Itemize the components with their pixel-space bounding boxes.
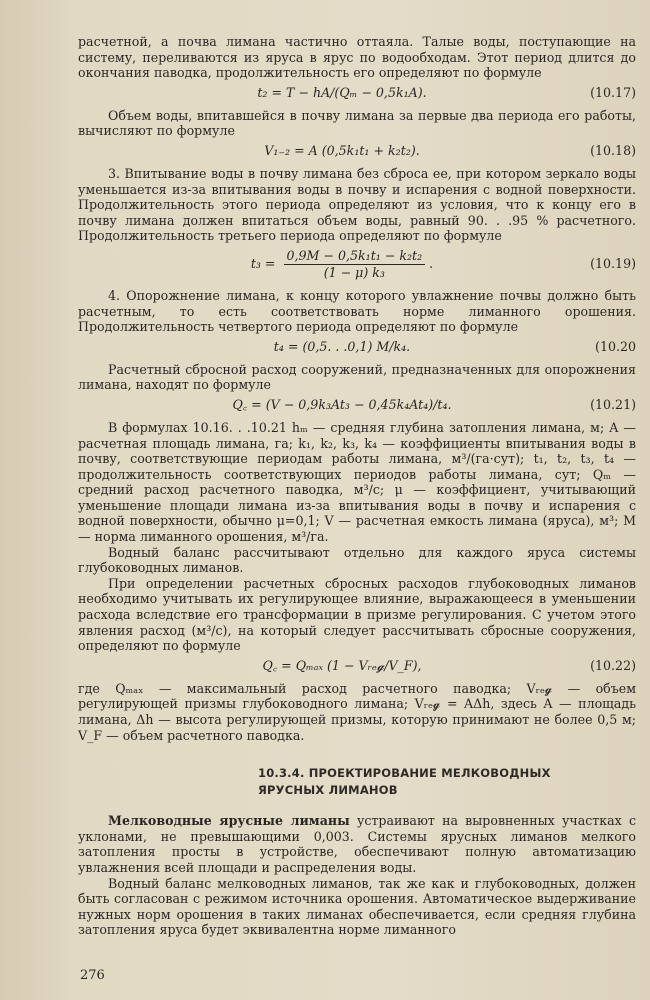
page-number: 276 bbox=[80, 968, 105, 983]
formula-expression: t₃ = $\frac{\text{0,9M − 0,5k₁t₁ − k₂t₂}}{\text{(1 − μ) k₃}}$ . bbox=[250, 247, 434, 280]
formula-expression: t₄ = (0,5. . .0,1) M/k₄. bbox=[273, 338, 411, 354]
paragraph-4: 4. Опорожнение лимана, к концу которого увлажнение почвы должно быть расчетным, то есть соответствовать норме лиманного орошения. Продолжительность четвертого периода определяют по формуле bbox=[78, 287, 636, 335]
section-heading bbox=[258, 765, 636, 799]
heading-line-2: ЯРУСНЫХ ЛИМАНОВ bbox=[258, 783, 398, 798]
formula-expression: Q꜀ = (V − 0,9k₃At₃ − 0,45k₄At₄)/t₄. bbox=[232, 396, 452, 412]
paragraph-2: Объем воды, впитавшейся в почву лимана за первые два периода его работы, вычисляют по формуле bbox=[78, 107, 636, 139]
formula-expression: V₁₋₂ = A (0,5k₁t₁ + k₂t₂). bbox=[264, 142, 420, 158]
formula-expression: t₂ = T − hA/(Qₘ − 0,5k₁A). bbox=[257, 84, 427, 100]
formula-number: (10.21) bbox=[590, 396, 636, 412]
formula-10-20 bbox=[78, 339, 636, 355]
formula-number: (10.17) bbox=[590, 84, 636, 100]
paragraph-8: При определении расчетных сбросных расходов глубоководных лиманов необходимо учитывать их регулирующее влияние, выражающееся в уменьшении расхода вследствие его трансформации в призме регулирования. С учетом этого явления расход (м³/с), на который следует рассчитывать сбросные сооружения, определяют по формуле bbox=[78, 575, 636, 654]
paragraph-11: Водный баланс мелководных лиманов, так же как и глубоководных, должен быть согласован с режимом источника орошения. Автоматическое выдерживание нужных норм орошения в таких лиманах обеспечивается, если средняя глубина затопления яруса будет эквивалентна норме лиманного bbox=[78, 875, 636, 938]
formula-10-17 bbox=[78, 85, 636, 101]
formula-expression: Q꜀ = Qₘₐₓ (1 − Vᵣₑ𝓰/V_F), bbox=[262, 657, 422, 673]
formula-10-19 bbox=[78, 248, 636, 281]
paragraph-10 bbox=[78, 813, 636, 875]
fraction-numerator: 0,9M − 0,5k₁t₁ − k₂t₂ bbox=[284, 248, 426, 265]
term-bold: Мелководные ярусные лиманы bbox=[108, 813, 350, 829]
heading-line-1: 10.3.4. ПРОЕКТИРОВАНИЕ МЕЛКОВОДНЫХ bbox=[258, 766, 551, 781]
formula-10-22 bbox=[78, 658, 636, 674]
formula-10-21 bbox=[78, 397, 636, 413]
fraction-denominator: (1 − μ) k₃ bbox=[323, 264, 385, 280]
formula-number: (10.22) bbox=[590, 657, 636, 673]
fraction bbox=[284, 248, 426, 281]
paragraph-3: 3. Впитывание воды в почву лимана без сброса ее, при котором зеркало воды уменьшается из-за впитывания воды в почву и испарения с водной поверхности. Продолжительность этого периода определяют из условия, что к концу его в почву лимана должен впитаться объем воды, равный 90. . .95 % расчетного. Продолжительность третьего периода определяют по формуле bbox=[78, 165, 636, 244]
paragraph-5: Расчетный сбросной расход сооружений, предназначенных для опорожнения лимана, находят по формуле bbox=[78, 361, 636, 393]
paragraph-1: расчетной, а почва лимана частично оттаяла. Талые воды, поступающие на систему, переливаются из яруса в ярус по водообходам. Этот период длится до окончания паводка, продолжительность его определяют по формуле bbox=[78, 34, 636, 81]
formula-number: (10.18) bbox=[590, 142, 636, 158]
formula-number: (10.20 bbox=[595, 338, 636, 354]
formula-lhs: t₃ = bbox=[250, 255, 276, 271]
formula-number: (10.19) bbox=[590, 256, 636, 272]
paragraph-6: В формулах 10.16. . .10.21 hₘ — средняя глубина затопления лимана, м; A — расчетная площадь лимана, га; k₁, k₂, k₃, k₄ — коэффициенты впитывания воды в почву, соответствующие периодам работы лимана, м³/(га·сут); t₁, t₂, t₃, t₄ — продолжительность соответствующих периодов работы лимана, сут; Qₘ — средний расход расчетного паводка, м³/с; μ — коэффициент, учитывающий уменьшение площади лимана из-за впитывания воды в почву и испарения с водной поверхности, обычно μ=0,1; V — расчетная емкость лимана (яруса), м³; M — норма лиманного орошения, м³/га. bbox=[78, 419, 636, 545]
paragraph-9: где Qₘₐₓ — максимальный расход расчетного паводка; Vᵣₑ𝓰 — объем регулирующей призмы глубоководного лимана; Vᵣₑ𝓰 = AΔh, здесь A — площадь лимана, Δh — высота регулирующей призмы, которую принимают не более 0,5 м; V_F — объем расчетного паводка. bbox=[78, 680, 636, 743]
formula-10-18 bbox=[78, 143, 636, 159]
paragraph-10-text: устраивают на выровненных участках с уклонами, не превышающими 0,003. Системы ярусных лиманов мелкого затопления просты в устройстве, обеспечивают полную автоматизацию увлажнения всей площади и распределения воды. bbox=[78, 813, 636, 875]
paragraph-7: Водный баланс рассчитывают отдельно для каждого яруса системы глубоководных лиманов. bbox=[78, 544, 636, 576]
